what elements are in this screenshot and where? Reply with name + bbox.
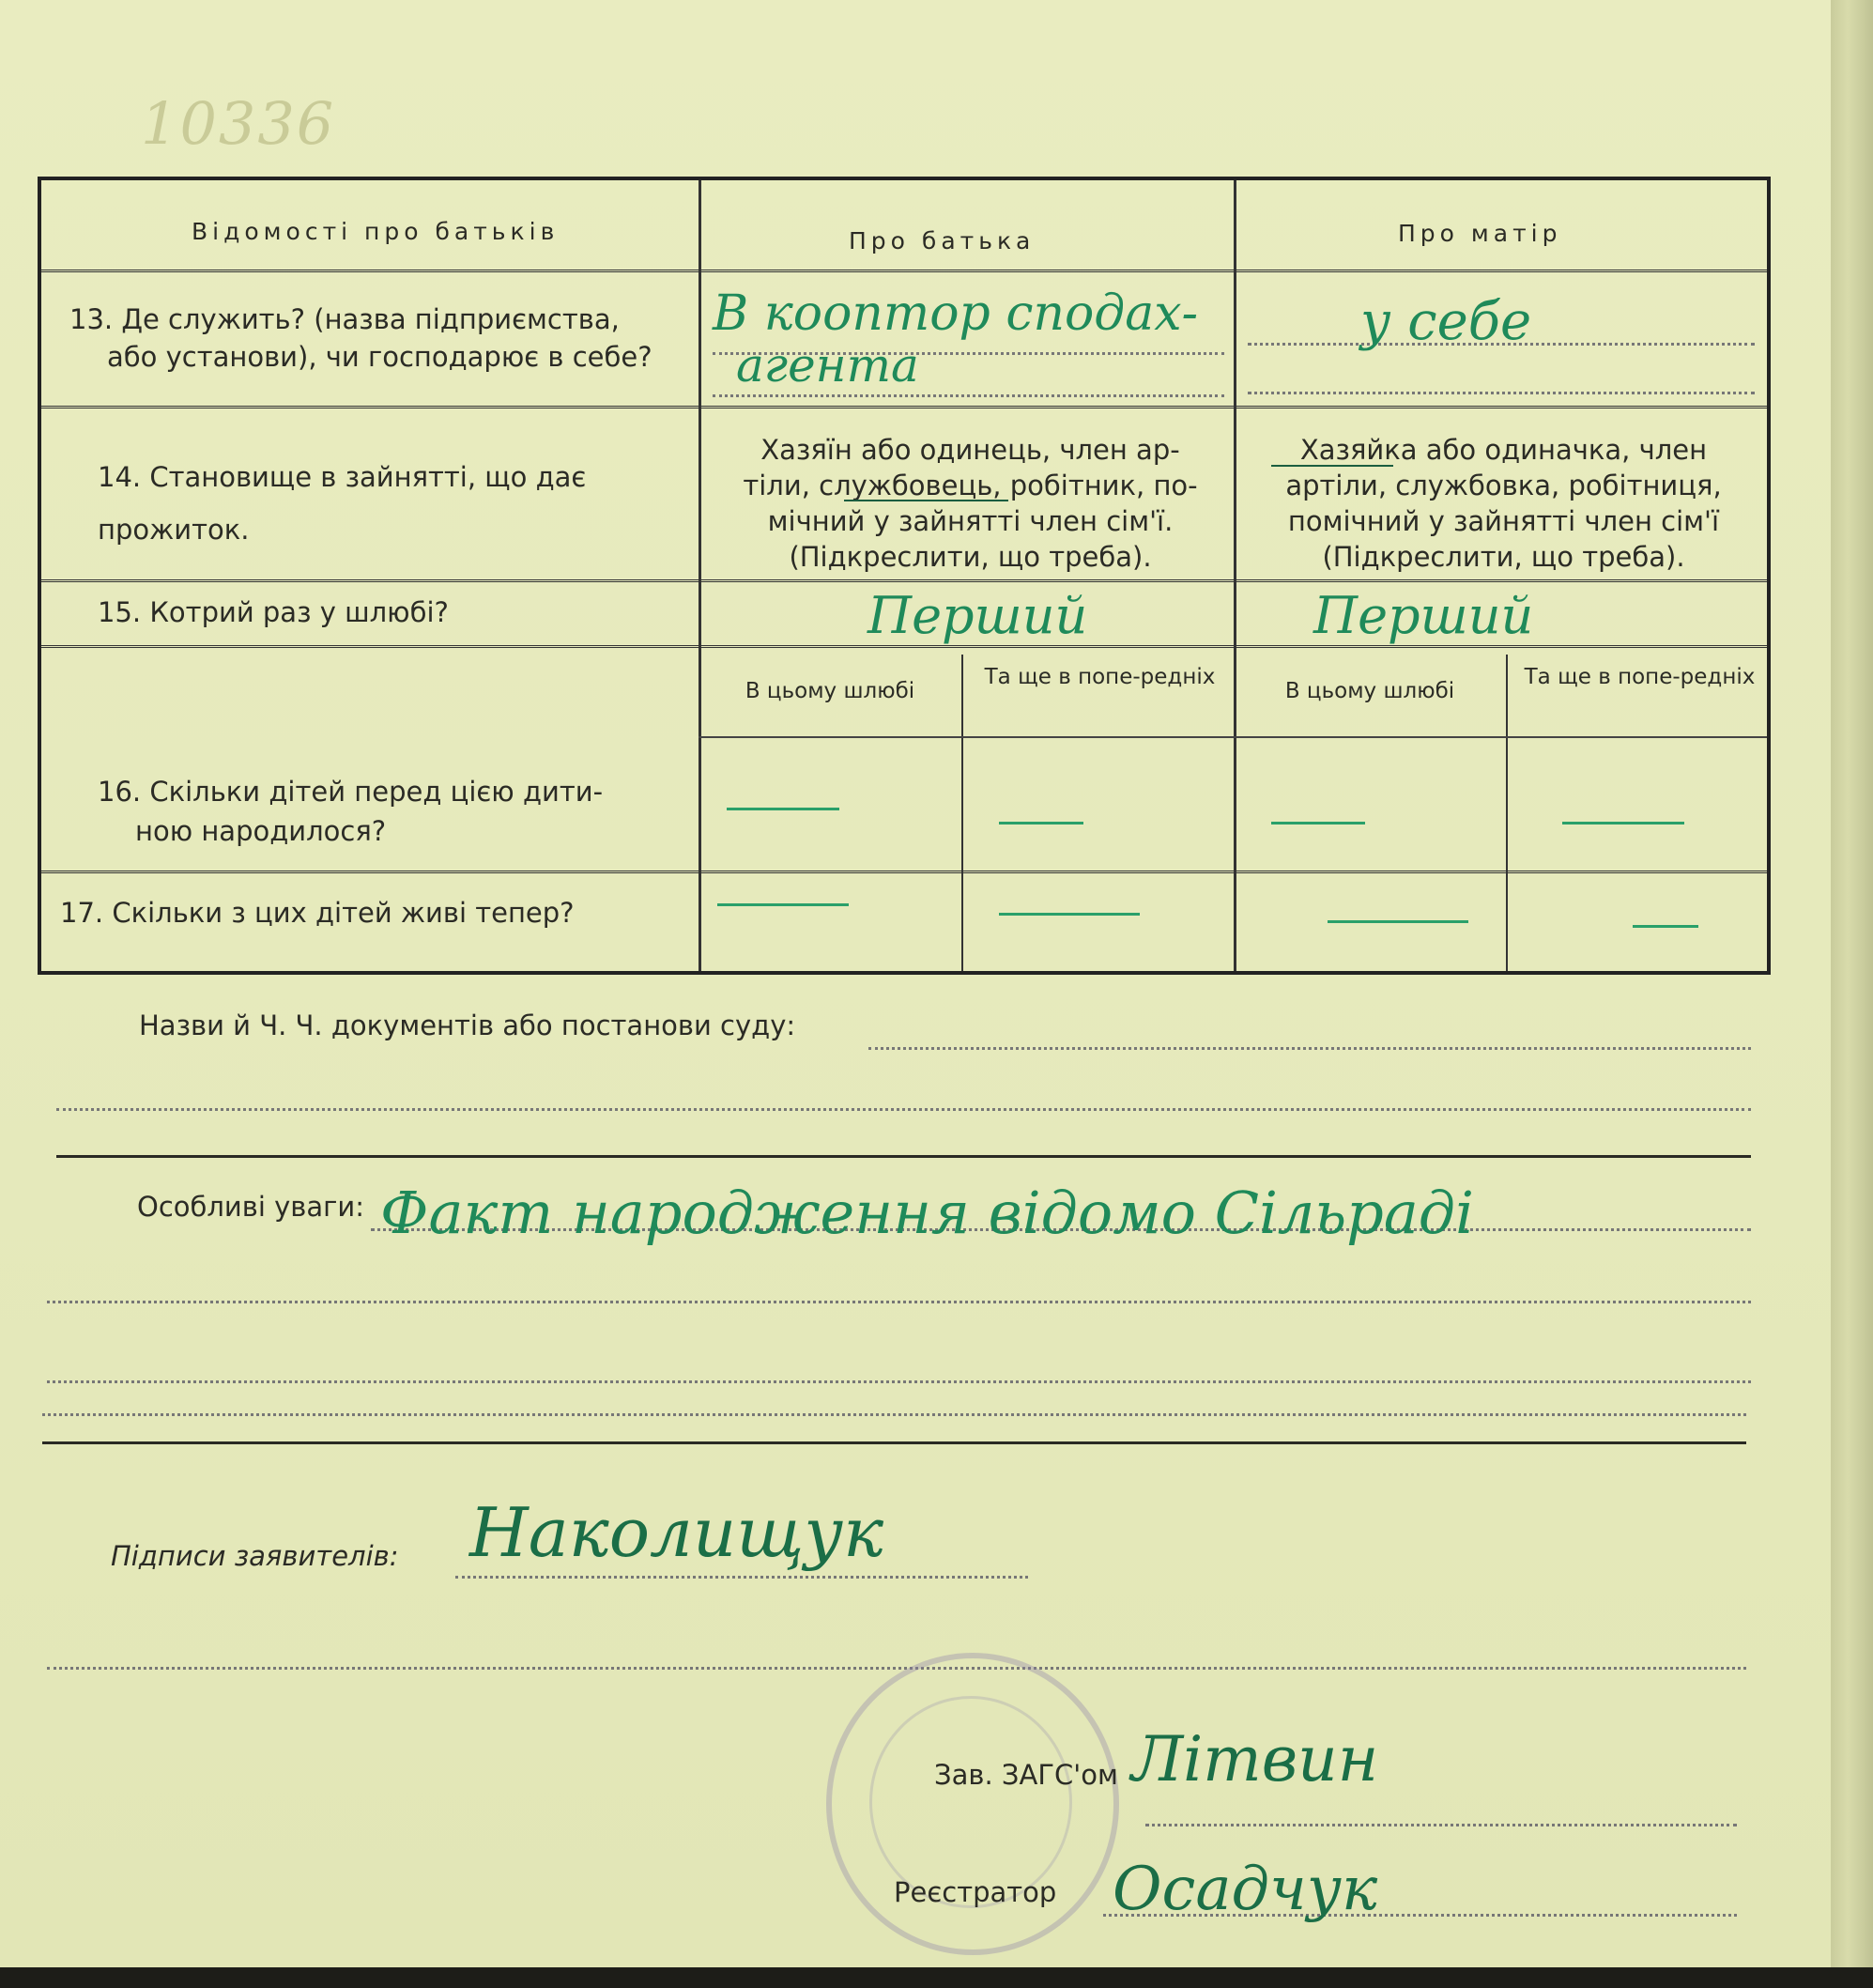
applicant-signature: Наколищук bbox=[469, 1493, 884, 1572]
documents-label: Назви й Ч. Ч. документів або постанови суду: bbox=[139, 1009, 796, 1041]
applicant-signatures-label: Підписи заявителів: bbox=[111, 1540, 399, 1572]
registrar-label: Реєстратор bbox=[894, 1876, 1057, 1908]
subheader-father-previous: Та ще в попе-редніх bbox=[984, 665, 1216, 689]
remarks-handwriting: Факт народження відомо Сільраді bbox=[380, 1179, 1474, 1247]
row-divider-16 bbox=[41, 871, 1767, 873]
row17-dash-1 bbox=[717, 903, 849, 906]
subheader-mother-this-marriage: В цьому шлюбі bbox=[1284, 679, 1455, 703]
row17-dash-2 bbox=[999, 913, 1140, 916]
row16-question: 16. Скільки дітей перед цією дити- ною народилося? bbox=[98, 776, 604, 847]
documents-section-divider bbox=[56, 1155, 1751, 1158]
row-divider-13 bbox=[41, 406, 1767, 408]
zags-head-signature: Літвин bbox=[1131, 1723, 1379, 1795]
row14-question: 14. Становище в зайнятті, що дає прожиток. bbox=[98, 461, 587, 546]
header-parents-info: Відомості про батьків bbox=[192, 218, 560, 245]
remarks-section-divider bbox=[42, 1441, 1746, 1444]
row15-mother-handwriting: Перший bbox=[1313, 586, 1534, 645]
sub-divider-father bbox=[961, 655, 963, 971]
row13-question: 13. Де служить? (назва підприємства, або установи), чи господарює в себе? bbox=[69, 303, 652, 373]
registrar-signature: Осадчук bbox=[1113, 1855, 1378, 1924]
archive-number: 10336 bbox=[141, 89, 336, 158]
row17-dash-4 bbox=[1633, 925, 1698, 928]
father-underline-mark bbox=[844, 500, 1008, 501]
parents-info-table bbox=[38, 177, 1771, 975]
row17-question: 17. Скільки з цих дітей живі тепер? bbox=[60, 897, 575, 929]
row16-dash-2 bbox=[999, 822, 1083, 824]
row-divider-15 bbox=[41, 645, 1767, 648]
scan-bottom-edge bbox=[0, 1967, 1873, 1988]
official-stamp bbox=[826, 1653, 1119, 1955]
row16-dash-3 bbox=[1271, 822, 1365, 824]
row16-dash-4 bbox=[1562, 822, 1684, 824]
header-father: Про батька bbox=[849, 227, 1036, 254]
row17-dash-3 bbox=[1328, 920, 1468, 923]
row15-father-handwriting: Перший bbox=[867, 586, 1088, 645]
row16-dash-1 bbox=[727, 808, 839, 810]
subheader-father-this-marriage: В цьому шлюбі bbox=[745, 679, 915, 703]
row15-question: 15. Котрий раз у шлюбі? bbox=[98, 596, 449, 628]
column-divider-2 bbox=[1234, 180, 1236, 971]
row13-father-handwriting-1: В кооптор сподах- bbox=[713, 285, 1199, 342]
subheader-mother-previous: Та ще в попе-редніх bbox=[1524, 665, 1756, 689]
row13-mother-handwriting: у себе bbox=[1360, 291, 1532, 352]
row-divider-16-subheader bbox=[699, 736, 1767, 738]
header-mother: Про матір bbox=[1398, 220, 1562, 247]
sub-divider-mother bbox=[1506, 655, 1508, 971]
row14-mother-options: Хазяйка або одиначка, член артіли, службовка, робітниця, помічний у зайнятті член сім'ї (Підкреслити, що треба). bbox=[1285, 434, 1722, 573]
mother-underline-mark bbox=[1271, 465, 1393, 467]
row-divider-14 bbox=[41, 579, 1767, 582]
row13-father-handwriting-2: агента bbox=[736, 338, 919, 393]
row-divider-header bbox=[41, 270, 1767, 272]
row14-father-options: Хазяїн або одинець, член ар- тіли, службовець, робітник, по- мічний у зайнятті член сім'ї. (Підкреслити, що треба). bbox=[743, 434, 1198, 573]
remarks-label: Особливі уваги: bbox=[137, 1191, 365, 1223]
page-binding-edge bbox=[1831, 0, 1873, 1988]
zags-head-label: Зав. ЗАГС'ом bbox=[934, 1759, 1118, 1791]
column-divider-1 bbox=[699, 180, 701, 971]
